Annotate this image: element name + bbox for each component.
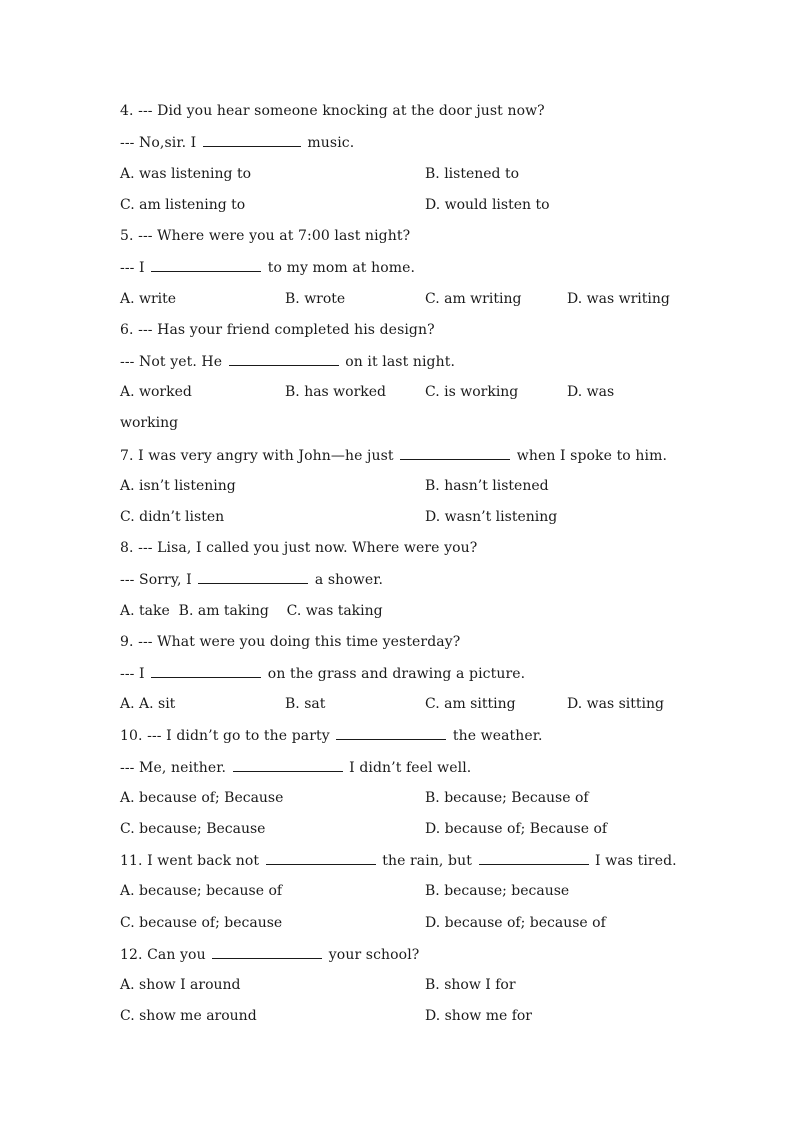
question-4-reply: --- No,sir. I music.	[120, 135, 355, 151]
question-12-option-a: A. show I around	[120, 977, 241, 993]
question-11-option-b: B. because; because	[425, 883, 570, 899]
answer-blank	[203, 134, 301, 147]
answer-blank	[151, 665, 261, 678]
answer-blank	[266, 852, 376, 865]
answer-blank	[479, 852, 589, 865]
question-6-reply: --- Not yet. He on it last night.	[120, 354, 456, 370]
question-10-option-d: D. because of; Because of	[425, 821, 608, 837]
question-11-option-d: D. because of; because of	[425, 915, 606, 931]
question-9-option-a: A. A. sit	[120, 696, 176, 712]
question-5-option-a: A. write	[120, 291, 177, 307]
answer-blank	[198, 571, 308, 584]
question-5-option-c: C. am writing	[425, 291, 522, 307]
question-7-option-c: C. didn’t listen	[120, 509, 225, 525]
question-5-option-b: B. wrote	[285, 291, 346, 307]
answer-blank	[229, 353, 339, 366]
question-5-option-d: D. was writing	[567, 291, 670, 307]
question-12-option-d: D. show me for	[425, 1008, 533, 1024]
answer-blank	[212, 946, 322, 959]
question-10-option-b: B. because; Because of	[425, 790, 589, 806]
question-9-option-c: C. am sitting	[425, 696, 516, 712]
answer-blank	[151, 259, 261, 272]
question-4-option-b: B. listened to	[425, 166, 520, 182]
question-12-option-b: B. show I for	[425, 977, 516, 993]
question-9-option-d: D. was sitting	[567, 696, 664, 712]
question-9-reply: --- I on the grass and drawing a picture.	[120, 666, 526, 682]
question-4-option-c: C. am listening to	[120, 197, 246, 213]
question-6-option-d-continued: working	[120, 415, 179, 431]
question-4-option-a: A. was listening to	[120, 166, 252, 182]
answer-blank	[233, 759, 343, 772]
question-10-stem: 10. --- I didn’t go to the party the weather.	[120, 728, 543, 744]
question-12-option-c: C. show me around	[120, 1008, 257, 1024]
question-6-stem: 6. --- Has your friend completed his design?	[120, 322, 435, 338]
question-6-option-d: D. was	[567, 384, 615, 400]
question-6-option-c: C. is working	[425, 384, 519, 400]
question-5-stem: 5. --- Where were you at 7:00 last night?	[120, 228, 411, 244]
question-10-reply: --- Me, neither. I didn’t feel well.	[120, 760, 472, 776]
question-11-option-a: A. because; because of	[120, 883, 283, 899]
question-5-reply: --- I to my mom at home.	[120, 260, 416, 276]
question-10-option-a: A. because of; Because	[120, 790, 284, 806]
question-7-option-b: B. hasn’t listened	[425, 478, 549, 494]
question-7-option-d: D. wasn’t listening	[425, 509, 558, 525]
question-12-stem: 12. Can you your school?	[120, 947, 420, 963]
question-11-option-c: C. because of; because	[120, 915, 283, 931]
question-6-option-a: A. worked	[120, 384, 192, 400]
question-9-option-b: B. sat	[285, 696, 326, 712]
answer-blank	[336, 727, 446, 740]
answer-blank	[400, 447, 510, 460]
question-10-option-c: C. because; Because	[120, 821, 266, 837]
question-8-stem: 8. --- Lisa, I called you just now. Where were you?	[120, 540, 478, 556]
question-9-stem: 9. --- What were you doing this time yesterday?	[120, 634, 461, 650]
question-8-reply: --- Sorry, I a shower.	[120, 572, 384, 588]
question-11-stem: 11. I went back not the rain, but I was tired.	[120, 853, 677, 869]
question-4-stem: 4. --- Did you hear someone knocking at the door just now?	[120, 103, 545, 119]
question-8-options: A. take B. am taking C. was taking	[120, 603, 383, 619]
question-4-option-d: D. would listen to	[425, 197, 550, 213]
question-7-stem: 7. I was very angry with John—he just when I spoke to him.	[120, 448, 667, 464]
question-7-option-a: A. isn’t listening	[120, 478, 236, 494]
question-6-option-b: B. has worked	[285, 384, 387, 400]
